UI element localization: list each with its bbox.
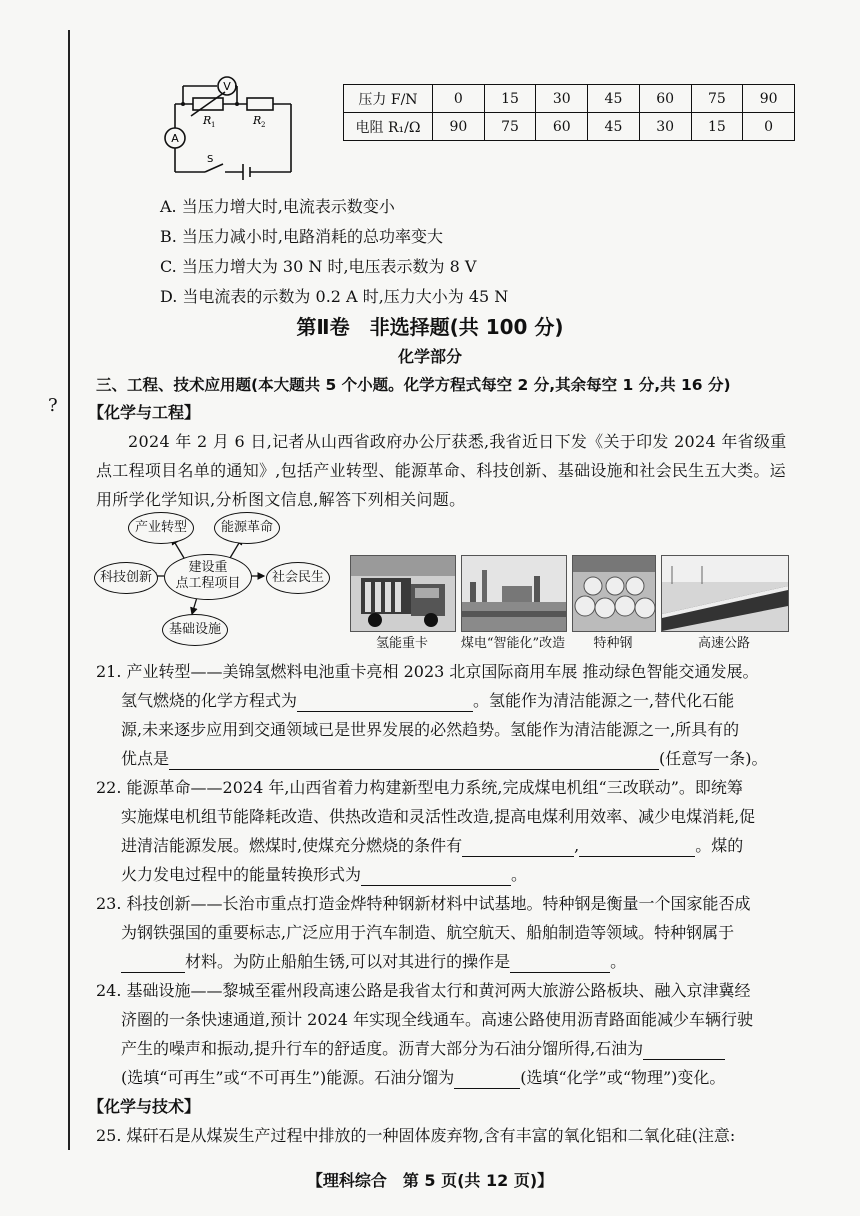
q22-text-c: 。煤的 (695, 836, 744, 855)
table-cell: 0 (743, 113, 795, 141)
binding-margin-line (68, 30, 70, 1150)
node-center-line2: 点工程项目 (175, 576, 241, 591)
node-industry: 产业转型 (128, 512, 194, 544)
caption-coal-power: 煤电“智能化”改造 (460, 636, 566, 651)
node-society: 社会民生 (266, 562, 330, 594)
q22-blank-condition-1[interactable] (462, 839, 574, 857)
q24-text-a: 产生的噪声和振动,提升行车的舒适度。沥青大部分为石油分馏所得,石油为 (121, 1039, 644, 1058)
special-steel-photo (572, 555, 656, 632)
q21-text-d: (任意写一条)。 (659, 749, 768, 768)
q21-line-3: 源,未来逐步应用到交通领域已是世界发展的必然趋势。氢能作为清洁能源之一,所具有的 (121, 720, 740, 739)
part3-heading: 三、工程、技术应用题(本大题共 5 个小题。化学方程式每空 2 分,其余每空 1 分,共 16 分) (96, 376, 731, 394)
project-mind-map (92, 510, 342, 655)
q24-text-b: (选填“可再生”或“不可再生”)能源。石油分馏为 (121, 1068, 455, 1087)
q22-text-b: , (574, 836, 580, 855)
table-row (344, 113, 795, 141)
table-cell: 75 (484, 113, 536, 141)
tag-chem-technology: 【化学与技术】 (88, 1097, 201, 1116)
q21-text-b: 。氢能作为清洁能源之一,替代化石能 (473, 691, 735, 710)
voltmeter-label: V (223, 80, 231, 93)
q22-blank-energy-conversion[interactable] (361, 868, 511, 886)
table-cell: 15 (691, 113, 743, 141)
table-header-resistance: 电阻 R₁/Ω (344, 113, 433, 141)
q22-text-a: 进清洁能源发展。燃煤时,使煤充分燃烧的条件有 (121, 836, 463, 855)
q24-line-2: 济圈的一条快速通道,预计 2024 年实现全线通车。高速公路使用沥青路面能减少车辆行驶 (121, 1010, 753, 1029)
q22-line-4 (121, 864, 527, 886)
q24-line-4 (121, 1067, 725, 1089)
option-d: D. 当电流表的示数为 0.2 A 时,压力大小为 45 N (160, 287, 509, 306)
node-infrastructure: 基础设施 (162, 614, 228, 646)
table-cell: 45 (588, 113, 640, 141)
node-tech: 科技创新 (94, 562, 158, 594)
table-cell: 30 (536, 85, 588, 113)
q24-blank-renewable[interactable] (643, 1042, 725, 1060)
q22-line-2: 实施煤电机组节能降耗改造、供热改造和灵活性改造,提高电煤利用效率、减少电煤消耗,促 (121, 807, 756, 826)
node-center-line1: 建设重 (188, 560, 228, 575)
page-footer: 【理科综合 第 5 页(共 12 页)】 (306, 1171, 554, 1190)
q24-blank-change-type[interactable] (454, 1071, 520, 1089)
q24-text-c: (选填“化学”或“物理”)变化。 (520, 1068, 726, 1087)
coal-power-plant-photo (461, 555, 567, 632)
q23-line-2: 为钢铁强国的重要标志,广泛应用于汽车制造、航空航天、船舶制造等领域。特种钢属于 (121, 923, 735, 942)
q22-line-1: 22. 能源革命——2024 年,山西省着力构建新型电力系统,完成煤电机组“三改联动”。即统筹 (96, 778, 743, 797)
table-cell: 90 (743, 85, 795, 113)
q24-line-3 (121, 1038, 725, 1060)
caption-special-steel: 特种钢 (593, 636, 633, 651)
q23-text-b: 。 (610, 952, 627, 971)
node-center (164, 554, 252, 600)
q23-text-a: 材料。为防止船舶生锈,可以对其进行的操作是 (185, 952, 511, 971)
ammeter-label: A (171, 132, 179, 145)
hydrogen-truck-photo (350, 555, 456, 632)
highway-photo (661, 555, 789, 632)
q21-line-1: 21. 产业转型——美锦氢燃料电池重卡亮相 2023 北京国际商用车展 推动绿色智能交通发展。 (96, 662, 759, 681)
q23-blank-material[interactable] (121, 955, 185, 973)
circuit-diagram (155, 76, 305, 186)
table-cell: 0 (433, 85, 485, 113)
option-c: C. 当压力增大为 30 N 时,电压表示数为 8 V (160, 257, 477, 276)
caption-hydrogen-truck: 氢能重卡 (375, 636, 428, 651)
table-cell: 45 (588, 85, 640, 113)
q21-line-2 (121, 690, 734, 712)
option-b: B. 当压力减小时,电路消耗的总功率变大 (160, 227, 444, 246)
r2-label: R (253, 114, 262, 127)
table-header-pressure: 压力 F/N (344, 85, 433, 113)
q23-line-1: 23. 科技创新——长治市重点打造金烨特种钢新材料中试基地。特种钢是衡量一个国家能否成 (96, 894, 751, 913)
r1-subscript: 1 (211, 121, 216, 129)
q21-text-a: 氢气燃烧的化学方程式为 (121, 691, 298, 710)
r1-label: R (203, 114, 212, 127)
q21-text-c: 优点是 (121, 749, 170, 768)
q24-line-1: 24. 基础设施——黎城至霍州段高速公路是我省太行和黄河两大旅游公路板块、融入京津冀经 (96, 981, 751, 1000)
table-cell: 75 (691, 85, 743, 113)
switch-label: S (207, 154, 214, 165)
q22-line-3 (121, 835, 743, 857)
node-energy: 能源革命 (214, 512, 280, 544)
q22-blank-condition-2[interactable] (579, 839, 695, 857)
q21-blank-advantage[interactable] (169, 752, 659, 770)
pressure-resistance-table (343, 84, 795, 141)
section-title: 第Ⅱ卷 非选择题(共 100 分) (296, 315, 564, 339)
intro-line-3: 用所学化学知识,分析图文信息,解答下列相关问题。 (96, 490, 466, 509)
q21-line-4 (121, 748, 768, 770)
caption-highway: 高速公路 (697, 636, 750, 651)
option-a: A. 当压力增大时,电流表示数变小 (160, 197, 395, 216)
tag-chem-engineering: 【化学与工程】 (88, 403, 201, 422)
q23-blank-operation[interactable] (510, 955, 610, 973)
r2-subscript: 2 (261, 121, 266, 129)
intro-line-1: 2024 年 2 月 6 日,记者从山西省政府办公厅获悉,我省近日下发《关于印发 2024 年省级重 (128, 432, 787, 451)
table-cell: 15 (484, 85, 536, 113)
table-cell: 60 (536, 113, 588, 141)
margin-mark: ? (48, 395, 58, 416)
q21-blank-equation[interactable] (297, 694, 473, 712)
table-row (344, 85, 795, 113)
table-cell: 90 (433, 113, 485, 141)
section-subtitle: 化学部分 (397, 347, 462, 366)
table-cell: 60 (639, 85, 691, 113)
q22-text-d: 火力发电过程中的能量转换形式为 (121, 865, 362, 884)
q25-line-1: 25. 煤矸石是从煤炭生产过程中排放的一种固体废弃物,含有丰富的氧化铝和二氧化硅(注意: (96, 1126, 736, 1145)
q22-text-e: 。 (511, 865, 528, 884)
table-cell: 30 (639, 113, 691, 141)
intro-line-2: 点工程项目名单的通知》,包括产业转型、能源革命、科技创新、基础设施和社会民生五大类。运 (96, 461, 786, 480)
q23-line-3 (121, 951, 626, 973)
